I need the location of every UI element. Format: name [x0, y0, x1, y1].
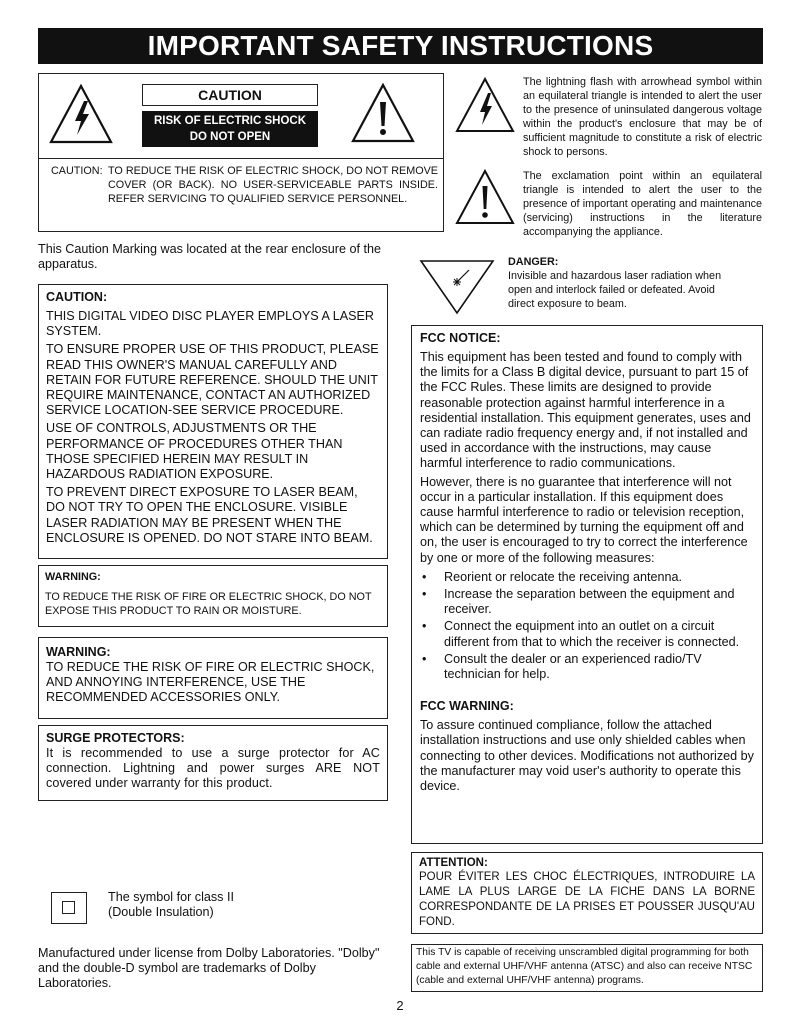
- warning-box-2: [38, 637, 388, 719]
- fcc-warning-title: FCC WARNING:: [420, 699, 514, 714]
- laser-caution-box: [38, 284, 388, 559]
- warning-1-text: TO REDUCE THE RISK OF FIRE OR ELECTRIC SHOCK, DO NOT EXPOSE THIS PRODUCT TO RAIN OR MOISTURE.: [45, 591, 372, 617]
- list-item: • Increase the separation between the equipment and receiver.: [420, 587, 754, 617]
- warning-1-title: WARNING:: [45, 571, 101, 583]
- fcc-measures-list: [420, 570, 754, 682]
- shock-line-2: DO NOT OPEN: [189, 131, 271, 143]
- fcc-notice-box: [411, 325, 763, 844]
- fcc-para-1: This equipment has been tested and found to comply with the limits for a Class B digital device, pursuant to part 15 of the FCC Rules. These limits are designed to provide reasonable protection against harmful interference in a residential installation. This equipment generates, uses and can radiate radio frequency energy and, if not installed and used in accordance with the instructions, may cause harmful interference to radio communications.: [420, 350, 751, 471]
- dolby-note: Manufactured under license from Dolby Laboratories. "Dolby" and the double-D symbol are trademarks of Dolby Laboratories.: [38, 946, 380, 991]
- warning-2-text: TO REDUCE THE RISK OF FIRE OR ELECTRIC SHOCK, AND ANNOYING INTERFERENCE, USE THE RECOMMENDED ACCESSORIES ONLY.: [46, 660, 375, 705]
- class-ii-note: [108, 890, 308, 920]
- danger-block: [508, 255, 744, 311]
- fcc-para-2: However, there is no guarantee that interference will not occur in a particular installation. If this equipment does cause harmful interference to radio or television reception, which can be determined by turning the equipment off and on, the user is encouraged to try to correct the interference by one or more of the following measures:: [420, 474, 748, 565]
- surge-title: SURGE PROTECTORS:: [46, 731, 185, 745]
- exclamation-note: The exclamation point within an equilateral triangle is intended to alert the user to the presence of important operating and maintenance (servicing) instructions in the literature accompanying the appliance.: [523, 170, 762, 238]
- tv-note-text: This TV is capable of receiving unscrambled digital programming for both cable and external UHF/VHF antenna (ATSC) and also can receive NTSC (cable and external UHF/VHF antenna) programs.: [416, 947, 753, 986]
- caution-label: [38, 73, 444, 232]
- marking-note: This Caution Marking was located at the rear enclosure of the apparatus.: [38, 242, 382, 272]
- exclamation-triangle-icon: [454, 168, 516, 226]
- tv-note-box: [411, 944, 763, 992]
- shock-line-1: RISK OF ELECTRIC SHOCK: [153, 115, 307, 127]
- lightning-triangle-icon: [48, 83, 114, 145]
- class-ii-line-1: The symbol for class II: [108, 890, 234, 904]
- attention-text: POUR ÉVITER LES CHOC ÉLECTRIQUES, INTRODUIRE LA LAME LA PLUS LARGE DE LA FICHE DANS LA BORNE CORRESPONDANTE DE LA PRISES ET POUSSER JUSQU'AU FOND.: [419, 871, 755, 928]
- surge-box: [38, 725, 388, 801]
- laser-para-4: TO PREVENT DIRECT EXPOSURE TO LASER BEAM, DO NOT TRY TO OPEN THE ENCLOSURE. VISIBLE LASER RADIATION MAY BE PRESENT WHEN THE ENCLOSURE IS OPENED. DO NOT STARE INTO BEAM.: [46, 485, 373, 545]
- attention-box: [411, 852, 763, 934]
- lightning-note: The lightning flash with arrowhead symbol within an equilateral triangle is intended to alert the user to the presence of uninsulated dangerous voltage within the product's enclosure that may be of sufficient magnitude to constitute a risk of electric shock to persons.: [523, 76, 762, 158]
- surge-text: It is recommended to use a surge protector for AC connection. Lightning and power surges ARE NOT covered under warranty for this product.: [46, 746, 380, 791]
- attention-title: ATTENTION:: [419, 857, 488, 869]
- laser-triangle-icon: [418, 258, 496, 316]
- fcc-notice-title: FCC NOTICE:: [420, 331, 501, 345]
- laser-para-1: THIS DIGITAL VIDEO DISC PLAYER EMPLOYS A LASER SYSTEM.: [46, 309, 375, 339]
- laser-caution-title: CAUTION:: [46, 290, 108, 304]
- danger-text: Invisible and hazardous laser radiation when open and interlock failed or defeated. Avoid direct exposure to beam.: [508, 270, 722, 310]
- caution-prefix: CAUTION:: [51, 165, 103, 177]
- laser-para-3: USE OF CONTROLS, ADJUSTMENTS OR THE PERFORMANCE OF PROCEDURES OTHER THAN THOSE SPECIFIED HEREIN MAY RESULT IN HAZARDOUS RADIATION EXPOSURE.: [46, 421, 343, 482]
- list-item: • Reorient or relocate the receiving antenna.: [420, 570, 754, 585]
- exclamation-triangle-icon: [350, 82, 416, 144]
- laser-caution-body: [46, 309, 380, 546]
- class-ii-symbol-icon: [51, 892, 87, 924]
- page-number: 2: [396, 998, 404, 1013]
- list-item: • Consult the dealer or an experienced radio/TV technician for help.: [420, 652, 754, 682]
- fcc-warning-text: To assure continued compliance, follow the attached installation instructions and use only shielded cables when connecting to other devices. Modifications not authorized by the manufacturer may void user's authority to operate this device.: [420, 718, 754, 794]
- caution-divider: [39, 158, 443, 159]
- shock-warning-plate: [142, 111, 318, 147]
- page-title: IMPORTANT SAFETY INSTRUCTIONS: [38, 28, 763, 64]
- fcc-notice-body: [420, 350, 754, 794]
- caution-title: CAUTION: [142, 84, 318, 106]
- warning-2-title: WARNING:: [46, 645, 111, 659]
- caution-text: TO REDUCE THE RISK OF ELECTRIC SHOCK, DO NOT REMOVE COVER (OR BACK). NO USER-SERVICEABLE PARTS INSIDE. REFER SERVICING TO QUALIFIED SERVICE PERSONNEL.: [108, 165, 438, 205]
- laser-para-2: TO ENSURE PROPER USE OF THIS PRODUCT, PLEASE READ THIS OWNER'S MANUAL CAREFULLY AND RETAIN FOR FUTURE REFERENCE. SHOULD THE UNIT REQUIRE MAINTENANCE, CONTACT AN AUTHORIZED SERVICE LOCATION-SEE SERVICE PROCEDURE.: [46, 342, 379, 418]
- danger-title: DANGER:: [508, 256, 559, 268]
- warning-box-1: [38, 565, 388, 627]
- list-item: • Connect the equipment into an outlet on a circuit different from that to which the receiver is connected.: [420, 619, 754, 649]
- lightning-triangle-icon: [454, 76, 516, 134]
- class-ii-line-2: (Double Insulation): [108, 905, 214, 920]
